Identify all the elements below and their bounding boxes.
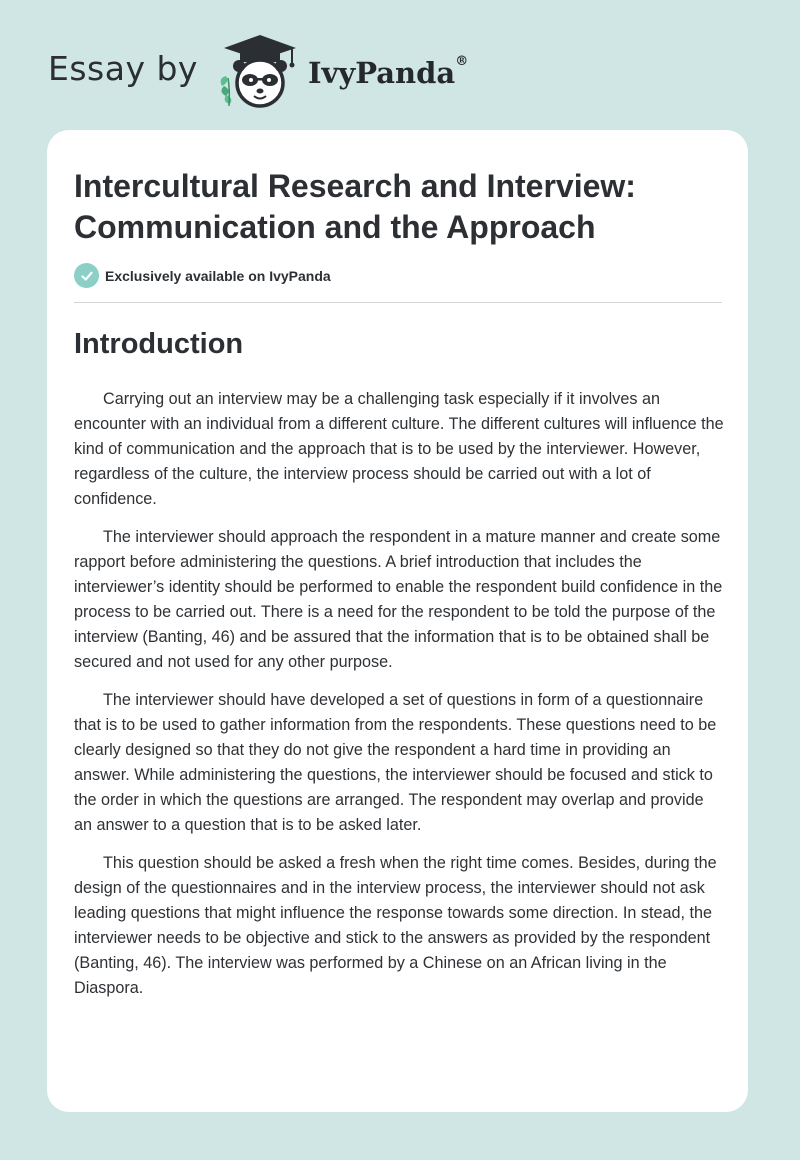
paragraph: Carrying out an interview may be a challenging task especially if it involves an encounter with an individual from a different culture. The different cultures will influence the kind of communication and the approach that is to be used by the interviewer. However, regardless of the culture, the interview process should be carried out with a lot of confidence. xyxy=(74,390,724,508)
registered-mark: ® xyxy=(455,54,469,69)
exclusive-label: Exclusively available on IvyPanda xyxy=(105,267,331,284)
exclusive-badge xyxy=(74,263,331,288)
paragraph: The interviewer should have developed a set of questions in form of a questionnaire that is to be used to gather information from the respondents. These questions need to be clearly designed so that they do not give the respondent a hard time in providing an answer. While administering the questions, the interviewer should be focused and stick to the order in which the questions are arranged. The respondent may overlap and provide an answer to a question that is to be asked later. xyxy=(74,691,717,834)
paragraph: This question should be asked a fresh when the right time comes. Besides, during the design of the questionnaires and in the interview process, the interviewer should not ask leading questions that might influence the response towards some direction. In stead, the interviewer needs to be objective and stick to the answers as provided by the respondent (Banting, 46). The interview was performed by a Chinese on an African living in the Diaspora. xyxy=(74,854,717,997)
essay-title: Intercultural Research and Interview: Communication and the Approach xyxy=(74,168,636,245)
brand-name[interactable]: IvyPanda® xyxy=(307,54,469,90)
site-header xyxy=(48,30,468,110)
essay-card xyxy=(47,130,748,1112)
essay-by-label: Essay by xyxy=(48,48,198,88)
divider xyxy=(74,302,722,303)
paragraph: The interviewer should approach the respondent in a mature manner and create some rapport before administering the questions. A brief introduction that includes the interviewer’s identity should be performed to enable the respondent build confidence in the process to be carried out. There is a need for the respondent to be told the purpose of the interview (Banting, 46) and be assured that the information that is to be obtained shall be secured and not used for any other purpose. xyxy=(74,528,723,671)
section-heading: Introduction xyxy=(74,328,244,360)
panda-graduate-icon[interactable] xyxy=(212,30,302,110)
essay-body xyxy=(74,387,724,1014)
check-circle-icon xyxy=(74,263,99,288)
